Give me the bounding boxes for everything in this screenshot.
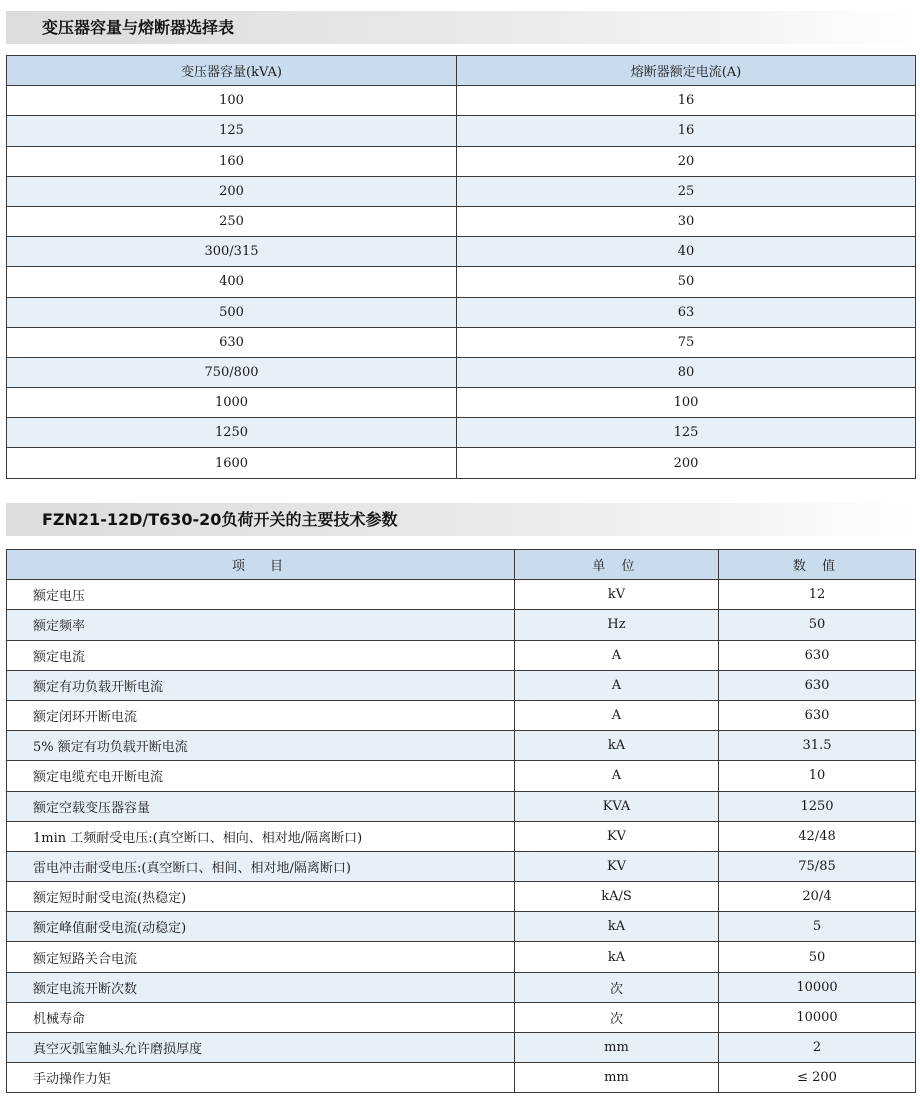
table-row [7,146,916,176]
cell-value: 1250 [719,791,916,821]
cell-transformer-capacity: 500 [7,297,457,327]
cell-value: 75/85 [719,851,916,881]
cell-value: 630 [719,670,916,700]
cell-unit: A [515,670,719,700]
cell-item: 额定电压 [7,580,515,610]
cell-item: 额定频率 [7,610,515,640]
cell-item: 真空灭弧室触头允许磨损厚度 [7,1033,515,1063]
cell-unit: mm [515,1033,719,1063]
cell-unit: kA [515,912,719,942]
cell-fuse-current: 75 [457,327,916,357]
cell-value: 630 [719,640,916,670]
cell-value: 20/4 [719,882,916,912]
cell-unit: kA [515,731,719,761]
cell-item: 1min 工频耐受电压:(真空断口、相向、相对地/隔离断口) [7,821,515,851]
table-row [7,821,916,851]
cell-fuse-current: 63 [457,297,916,327]
tech-params-table [6,549,916,1093]
cell-fuse-current: 20 [457,146,916,176]
cell-item: 额定电缆充电开断电流 [7,761,515,791]
cell-transformer-capacity: 1000 [7,388,457,418]
cell-value: 42/48 [719,821,916,851]
cell-value: 12 [719,580,916,610]
cell-transformer-capacity: 400 [7,267,457,297]
table-row [7,357,916,387]
cell-fuse-current: 16 [457,116,916,146]
table-header-row [7,56,916,86]
cell-transformer-capacity: 125 [7,116,457,146]
table-row [7,1002,916,1032]
cell-item: 5% 额定有功负载开断电流 [7,731,515,761]
section-header-tech-params [6,503,914,536]
table-header-row [7,550,916,580]
table-row [7,176,916,206]
table-row [7,267,916,297]
cell-transformer-capacity: 250 [7,206,457,236]
cell-fuse-current: 25 [457,176,916,206]
cell-unit: kA/S [515,882,719,912]
cell-transformer-capacity: 160 [7,146,457,176]
cell-item: 额定有功负载开断电流 [7,670,515,700]
cell-transformer-capacity: 100 [7,86,457,116]
cell-unit: Hz [515,610,719,640]
cell-unit: A [515,640,719,670]
cell-unit: KV [515,851,719,881]
cell-value: 2 [719,1033,916,1063]
table-row [7,912,916,942]
table-row [7,1033,916,1063]
table-row [7,882,916,912]
cell-item: 额定峰值耐受电流(动稳定) [7,912,515,942]
table-row [7,327,916,357]
cell-value: ≤ 200 [719,1063,916,1093]
cell-item: 额定电流开断次数 [7,972,515,1002]
cell-item: 手动操作力矩 [7,1063,515,1093]
fuse-selection-table [6,55,916,479]
cell-unit: KVA [515,791,719,821]
cell-value: 10000 [719,1002,916,1032]
cell-unit: 次 [515,1002,719,1032]
table-row [7,670,916,700]
cell-value: 5 [719,912,916,942]
cell-value: 31.5 [719,731,916,761]
table-row [7,418,916,448]
cell-fuse-current: 30 [457,206,916,236]
cell-unit: KV [515,821,719,851]
cell-unit: mm [515,1063,719,1093]
cell-unit: A [515,761,719,791]
cell-item: 额定短时耐受电流(热稳定) [7,882,515,912]
section-title: 变压器容量与熔断器选择表 [42,18,235,37]
table-row [7,237,916,267]
table-row [7,388,916,418]
column-header-value: 数 值 [719,550,916,580]
cell-fuse-current: 100 [457,388,916,418]
column-header-unit: 单 位 [515,550,719,580]
table-row [7,580,916,610]
table-row [7,116,916,146]
column-header-transformer-capacity: 变压器容量(kVA) [7,56,457,86]
cell-transformer-capacity: 200 [7,176,457,206]
table-row [7,1063,916,1093]
cell-item: 额定短路关合电流 [7,942,515,972]
table-row [7,851,916,881]
table-row [7,700,916,730]
cell-transformer-capacity: 750/800 [7,357,457,387]
section-title: FZN21-12D/T630-20负荷开关的主要技术参数 [42,510,398,529]
cell-fuse-current: 16 [457,86,916,116]
cell-item: 额定闭环开断电流 [7,700,515,730]
table-row [7,448,916,478]
table-row [7,972,916,1002]
cell-unit: 次 [515,972,719,1002]
cell-transformer-capacity: 300/315 [7,237,457,267]
cell-value: 50 [719,610,916,640]
cell-fuse-current: 40 [457,237,916,267]
cell-value: 50 [719,942,916,972]
table-row [7,791,916,821]
cell-fuse-current: 80 [457,357,916,387]
table-row [7,86,916,116]
section-header-fuse-selection [6,11,914,44]
cell-transformer-capacity: 630 [7,327,457,357]
cell-item: 额定空载变压器容量 [7,791,515,821]
cell-transformer-capacity: 1250 [7,418,457,448]
table-row [7,761,916,791]
cell-value: 10000 [719,972,916,1002]
table-row [7,942,916,972]
cell-unit: A [515,700,719,730]
table-row [7,731,916,761]
table-row [7,640,916,670]
cell-value: 10 [719,761,916,791]
cell-transformer-capacity: 1600 [7,448,457,478]
cell-fuse-current: 200 [457,448,916,478]
column-header-fuse-current: 熔断器额定电流(A) [457,56,916,86]
cell-unit: kV [515,580,719,610]
cell-value: 630 [719,700,916,730]
cell-item: 雷电冲击耐受电压:(真空断口、相间、相对地/隔离断口) [7,851,515,881]
cell-unit: kA [515,942,719,972]
cell-fuse-current: 50 [457,267,916,297]
cell-fuse-current: 125 [457,418,916,448]
table-row [7,206,916,236]
table-row [7,297,916,327]
cell-item: 机械寿命 [7,1002,515,1032]
cell-item: 额定电流 [7,640,515,670]
table-row [7,610,916,640]
column-header-item: 项 目 [7,550,515,580]
